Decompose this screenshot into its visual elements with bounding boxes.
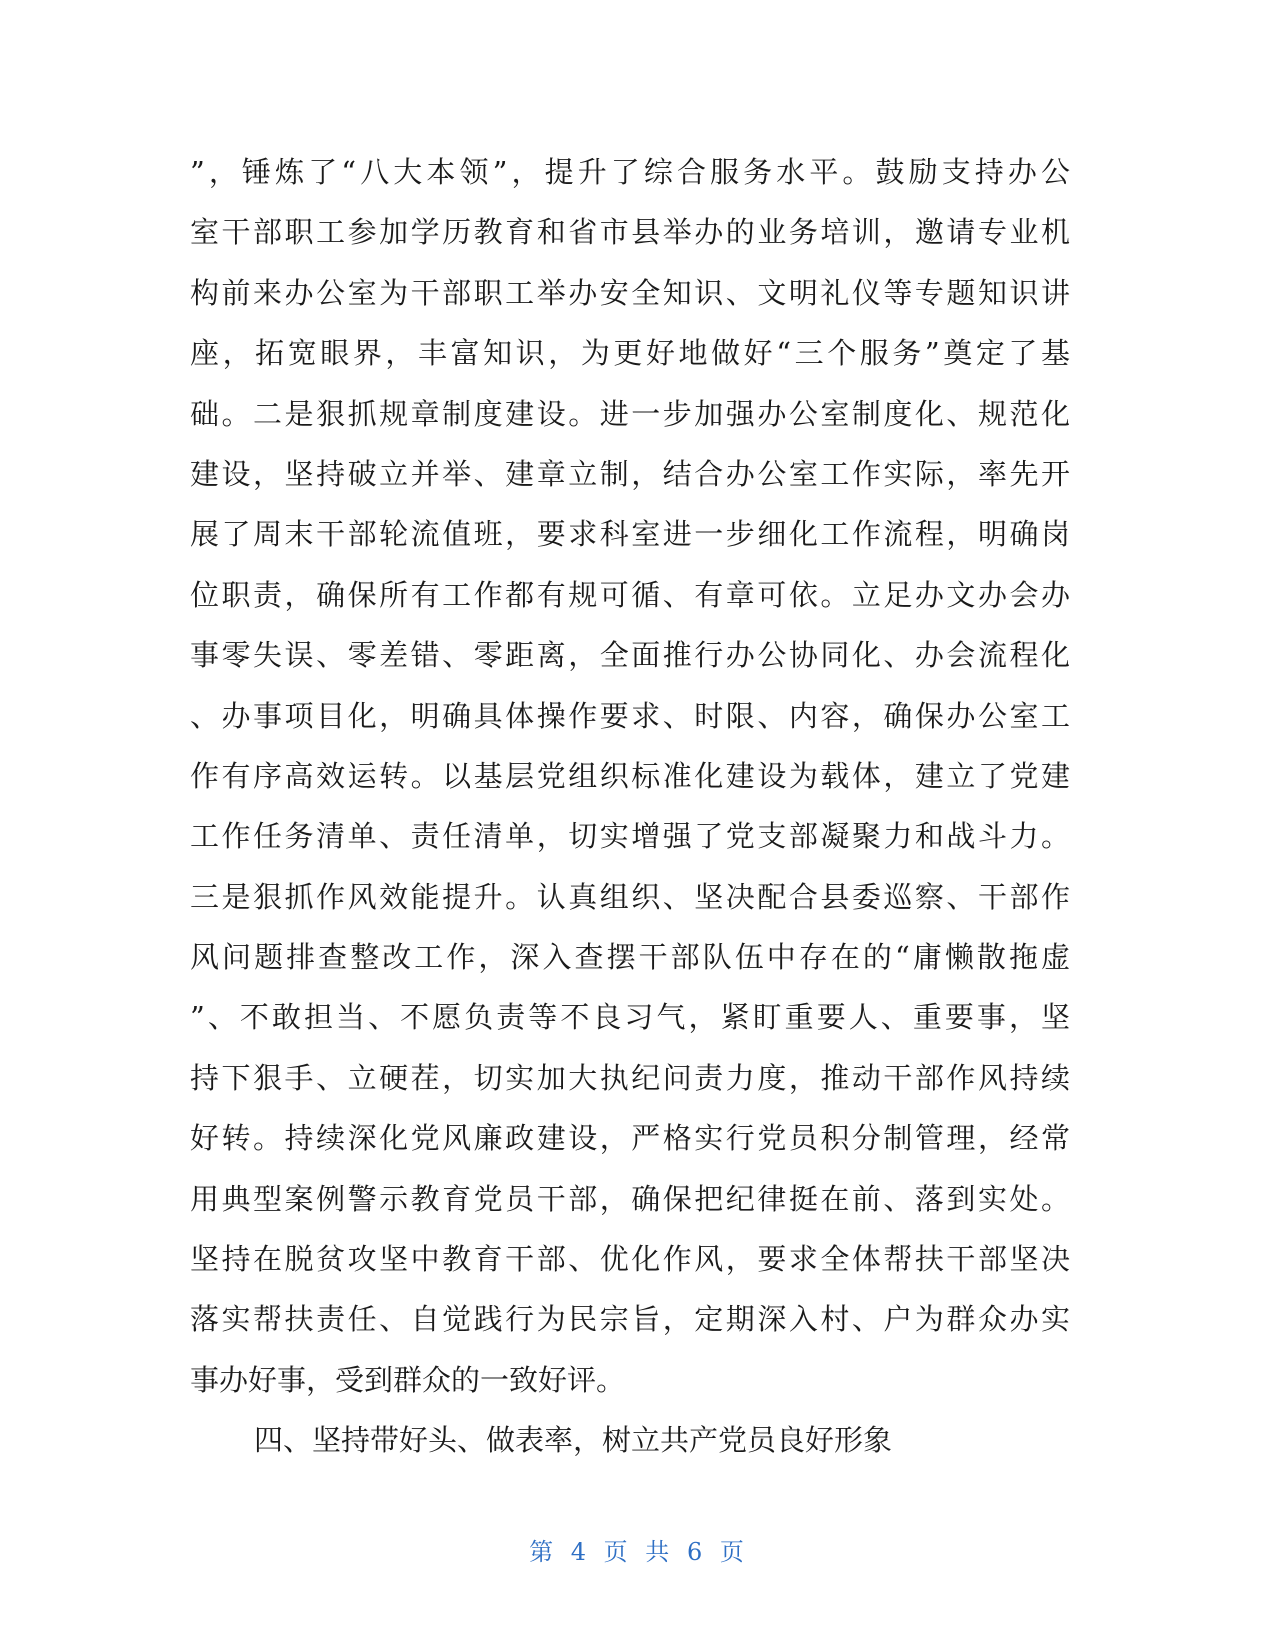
document-body	[190, 142, 1070, 1471]
body-line-21: 事办好事，受到群众的一致好评。	[190, 1362, 626, 1397]
body-line-1: ”，锤炼了“八大本领”，提升了综合服务水平。鼓励支持办公	[190, 155, 1070, 189]
body-line-17: 好转。持续深化党风廉政建设，严格实行党员积分制管理，经常	[190, 1121, 1070, 1156]
body-line-5: 础。二是狠抓规章制度建设。进一步加强办公室制度化、规范化	[190, 396, 1070, 431]
body-line-18: 用典型案例警示教育党员干部，确保把纪律挺在前、落到实处。	[190, 1181, 1070, 1216]
section-heading: 四、坚持带好头、做表率，树立共产党员良好形象	[254, 1423, 893, 1458]
body-line-19: 坚持在脱贫攻坚中教育干部、优化作风，要求全体帮扶干部坚决	[190, 1242, 1070, 1277]
body-line-15: ”、不敢担当、不愿负责等不良习气，紧盯重要人、重要事，坚	[190, 1000, 1070, 1035]
body-line-16: 持下狠手、立硬茬，切实加大执纪问责力度，推动干部作风持续	[190, 1060, 1070, 1095]
body-line-7: 展了周末干部轮流值班，要求科室进一步细化工作流程，明确岗	[190, 517, 1070, 552]
body-line-14: 风问题排查整改工作，深入查摆干部队伍中存在的“庸懒散拖虚	[190, 940, 1070, 975]
body-line-20: 落实帮扶责任、自觉践行为民宗旨，定期深入村、户为群众办实	[190, 1302, 1070, 1337]
body-line-2: 室干部职工参加学历教育和省市县举办的业务培训，邀请专业机	[190, 215, 1070, 250]
body-line-12: 工作任务清单、责任清单，切实增强了党支部凝聚力和战斗力。	[190, 819, 1070, 854]
page-number-footer: 第 4 页 共 6 页	[529, 1538, 746, 1566]
body-line-4: 座，拓宽眼界，丰富知识，为更好地做好“三个服务”奠定了基	[190, 336, 1070, 371]
body-line-9: 事零失误、零差错、零距离，全面推行办公协同化、办会流程化	[190, 638, 1070, 673]
body-line-3: 构前来办公室为干部职工举办安全知识、文明礼仪等专题知识讲	[190, 275, 1070, 310]
body-line-13: 三是狠抓作风效能提升。认真组织、坚决配合县委巡察、干部作	[190, 879, 1070, 914]
body-line-8: 位职责，确保所有工作都有规可循、有章可依。立足办文办会办	[190, 577, 1070, 612]
body-line-6: 建设，坚持破立并举、建章立制，结合办公室工作实际，率先开	[190, 456, 1070, 491]
body-line-10: 、办事项目化，明确具体操作要求、时限、内容，确保办公室工	[190, 698, 1070, 733]
body-line-11: 作有序高效运转。以基层党组织标准化建设为载体，建立了党建	[190, 758, 1070, 793]
